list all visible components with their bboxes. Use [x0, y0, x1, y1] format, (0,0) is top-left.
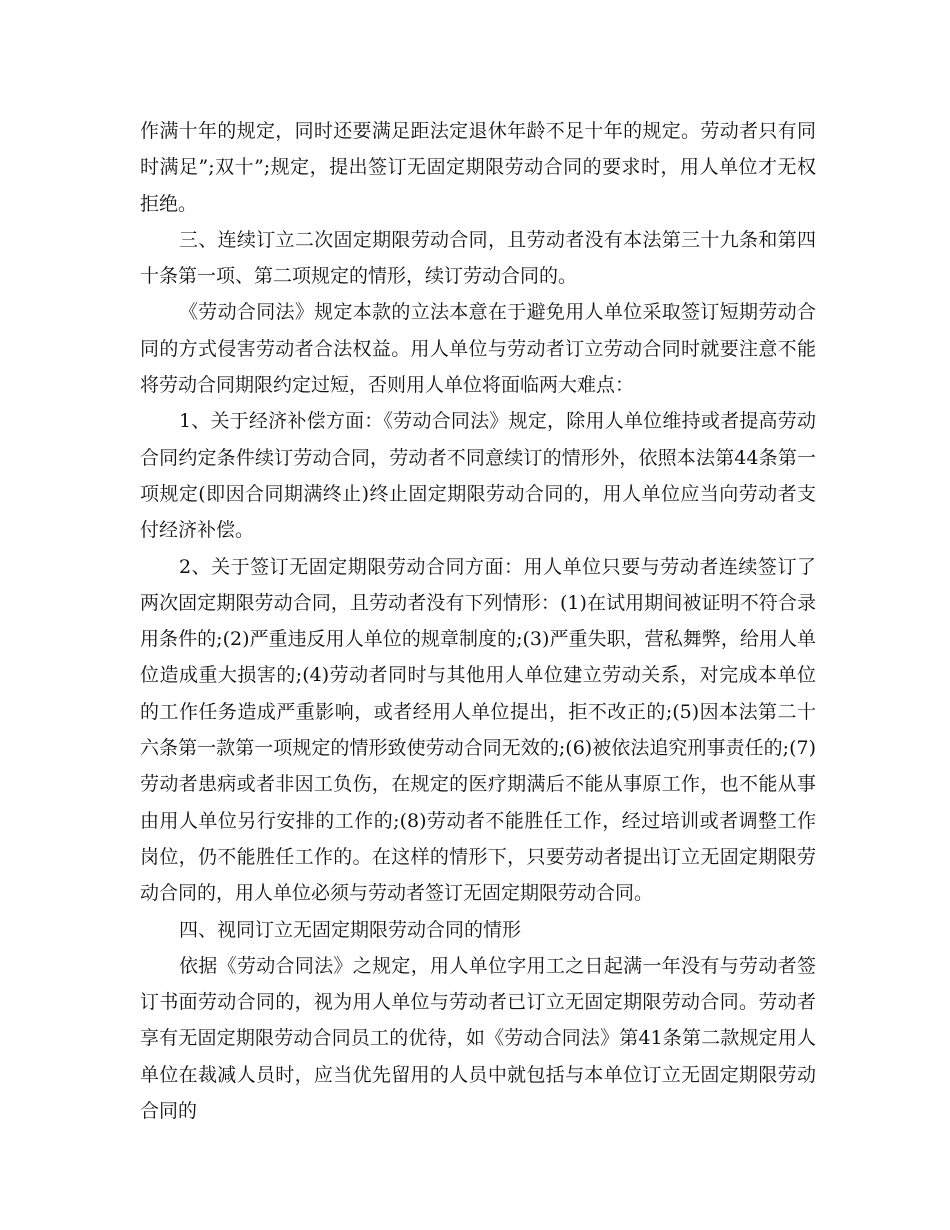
paragraph-economic-compensation: 1、关于经济补偿方面：《劳动合同法》规定，除用人单位维持或者提高劳动合同约定条件续订劳动合同，劳动者不同意续订的情形外，依照本法第44条第一项规定(即因合同期满终止)终止固定期限劳动合同的，用人单位应当向劳动者支付经济补偿。	[140, 410, 816, 542]
paragraph-continued: 作满十年的规定，同时还要满足距法定退休年龄不足十年的规定。劳动者只有同时满足”;双十”;规定，提出签订无固定期限劳动合同的要求时，用人单位才无权拒绝。	[140, 120, 816, 215]
paragraph-section-three: 三、连续订立二次固定期限劳动合同，且劳动者没有本法第三十九条和第四十条第一项、第二项规定的情形，续订劳动合同的。	[140, 228, 816, 288]
paragraph-open-ended-contract: 2、关于签订无固定期限劳动合同方面：用人单位只要与劳动者连续签订了两次固定期限劳动合同，且劳动者没有下列情形：(1)在试用期间被证明不符合录用条件的;(2)严重违反用人单位的规章制度的;(3)严重失职，营私舞弊，给用人单位造成重大损害的;(4)劳动者同时与其他用人单位建立劳动关系，对完成本单位的工作任务造成严重影响，或者经用人单位提出，拒不改正的;(5)因本法第二十六条第一款第一项规定的情形致使劳动合同无效的;(6)被依法追究刑事责任的;(7)劳动者患病或者非因工负伤，在规定的医疗期满后不能从事原工作，也不能从事由用人单位另行安排的工作的;(8)劳动者不能胜任工作，经过培训或者调整工作岗位，仍不能胜任工作的。在这样的情形下，只要劳动者提出订立无固定期限劳动合同的，用人单位必须与劳动者签订无固定期限劳动合同。	[140, 555, 816, 905]
paragraph-section-four: 四、视同订立无固定期限劳动合同的情形	[178, 918, 521, 941]
document-body	[140, 113, 816, 1129]
paragraph-legislative-intent: 《劳动合同法》规定本款的立法本意在于避免用人单位采取签订短期劳动合同的方式侵害劳动者合法权益。用人单位与劳动者订立劳动合同时就要注意不能将劳动合同期限约定过短，否则用人单位将面临两大难点：	[140, 301, 816, 397]
paragraph-deemed-contract: 依据《劳动合同法》之规定，用人单位字用工之日起满一年没有与劳动者签订书面劳动合同的，视为用人单位与劳动者已订立无固定期限劳动合同。劳动者享有无固定期限劳动合同员工的优待，如《劳动合同法》第41条第二款规定用人单位在裁减人员时，应当优先留用的人员中就包括与本单位订立无固定期限劳动合同的	[140, 954, 816, 1123]
